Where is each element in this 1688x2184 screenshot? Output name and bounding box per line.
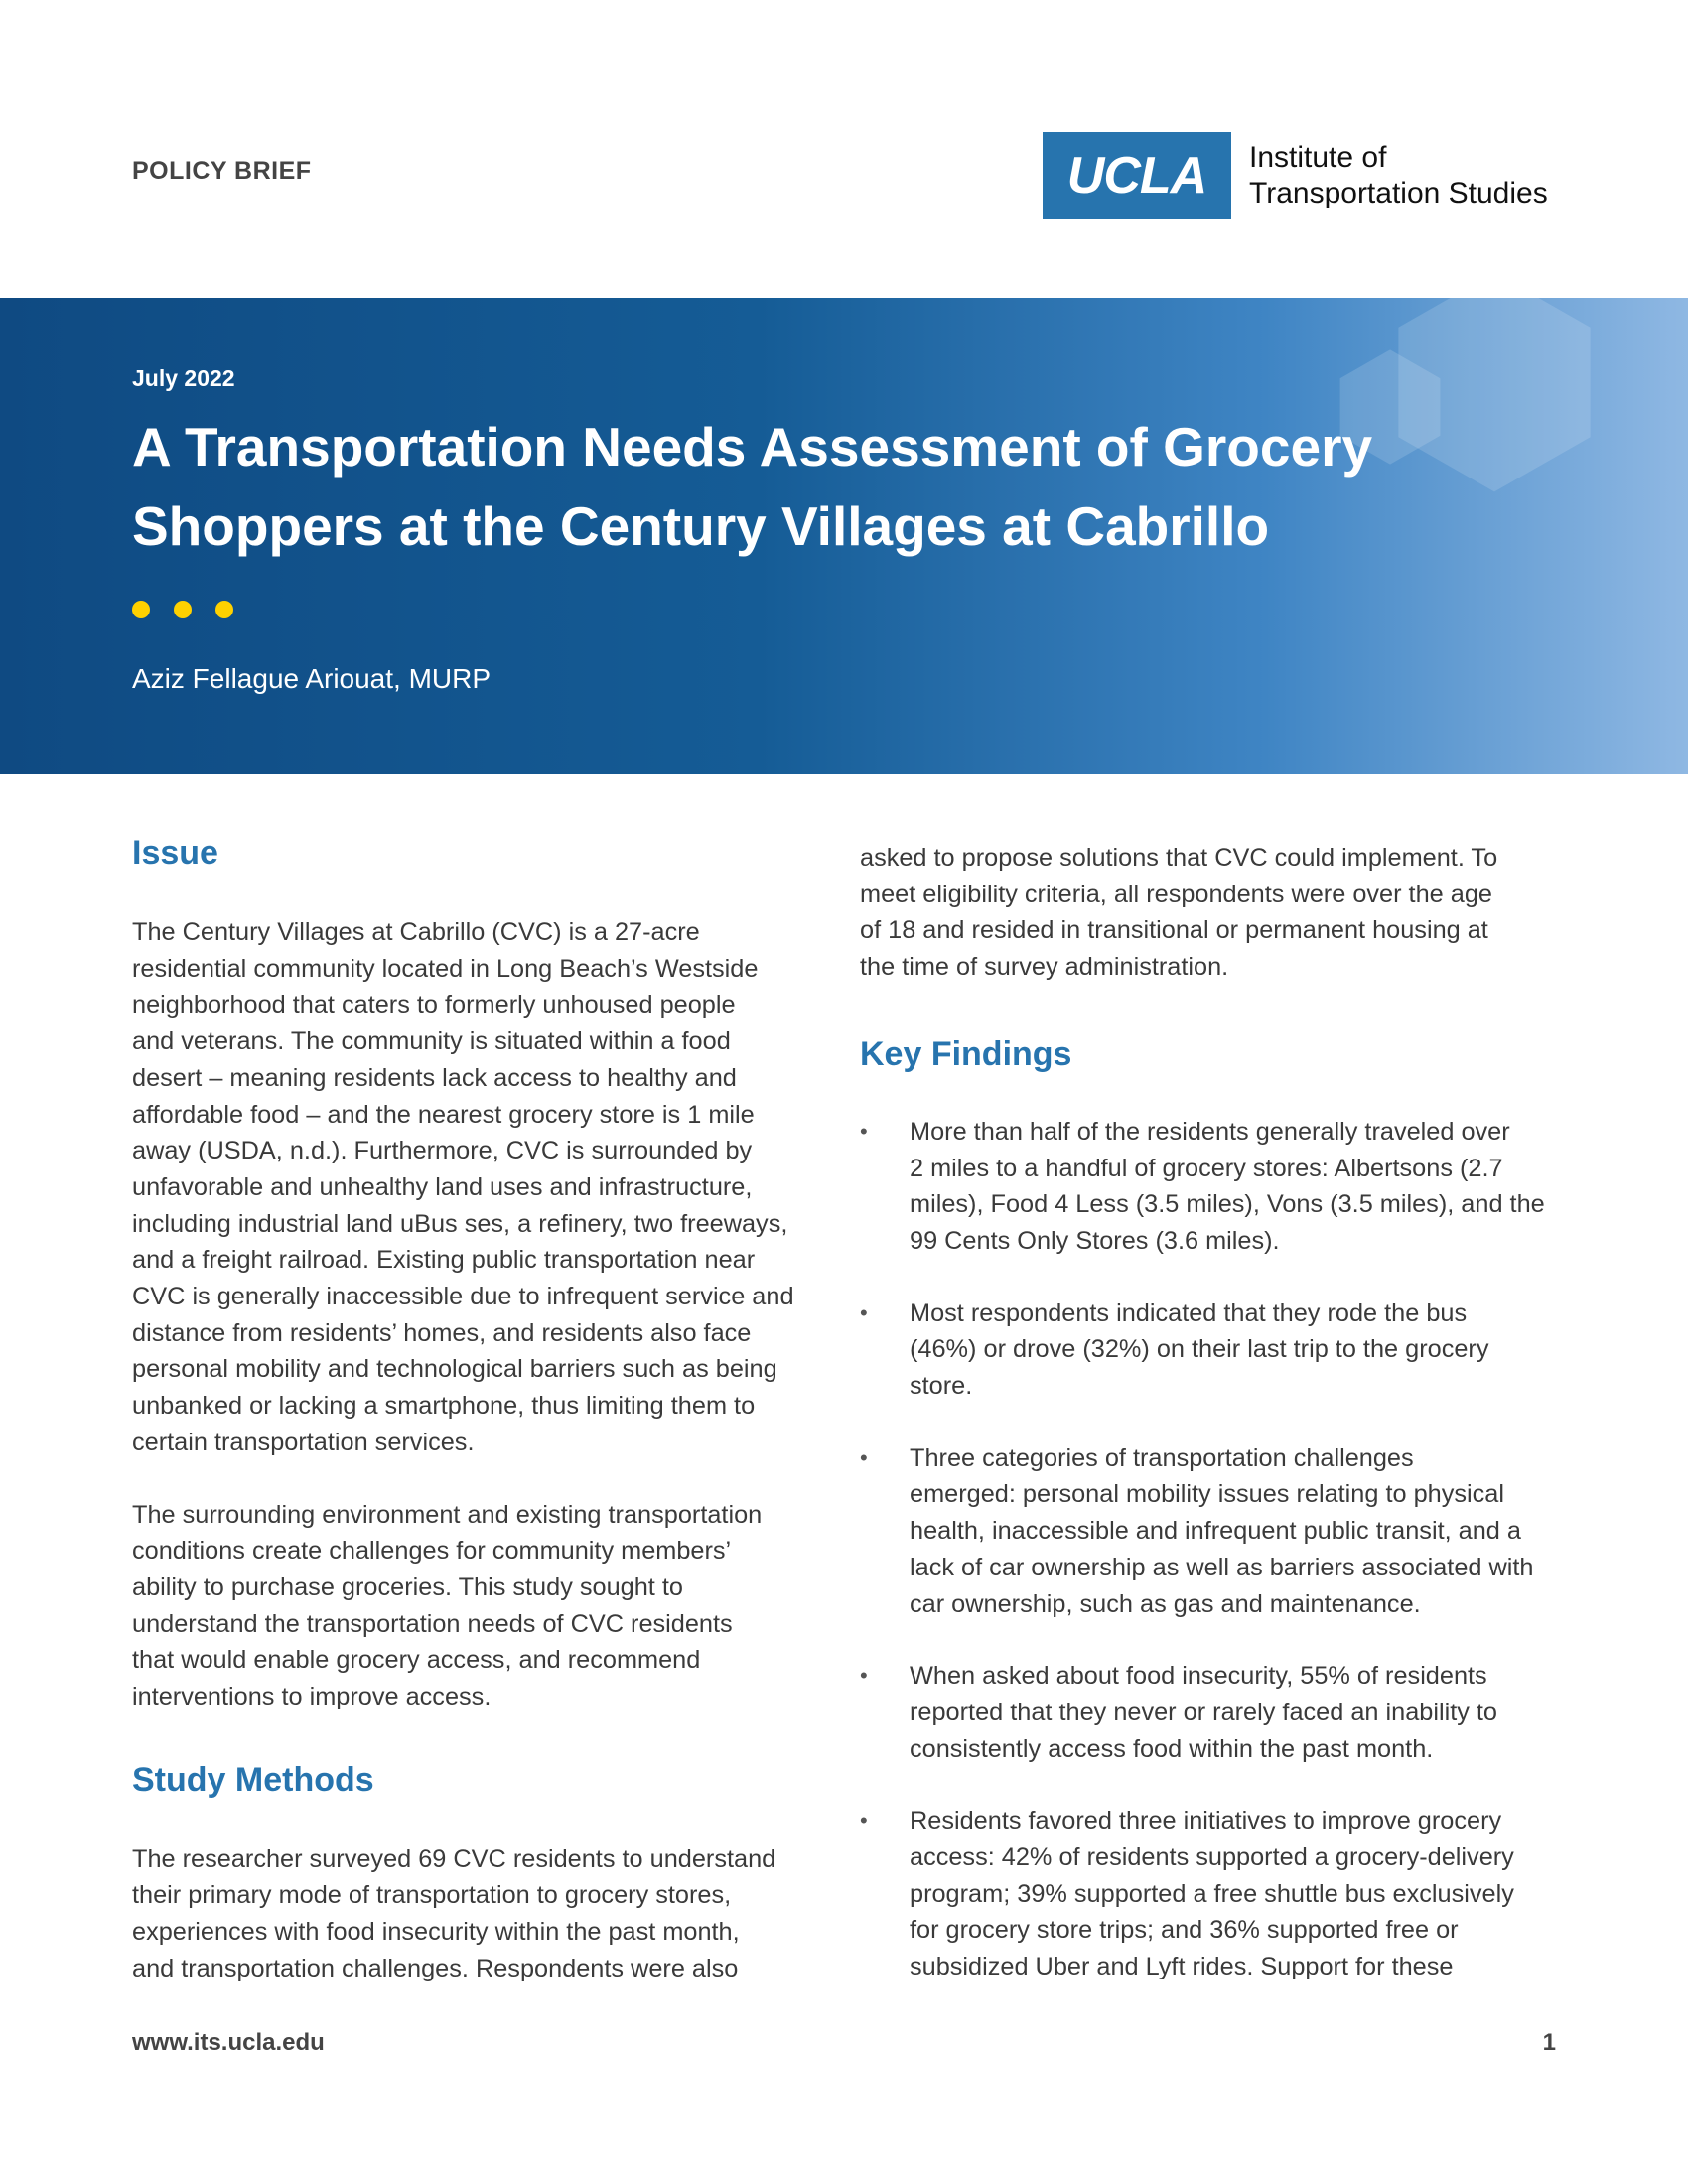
finding-item [860,1803,1545,1985]
methods-paragraph [132,1842,817,1987]
text-line: Three categories of transportation challenges [910,1443,1414,1472]
bullet-icon: • [860,1663,868,1689]
text-line: car ownership, such as gas and maintenance. [910,1589,1421,1618]
finding-text [910,1296,1545,1405]
title-line-1: A Transportation Needs Assessment of Grocery [132,416,1373,478]
text-line: emerged: personal mobility issues relating to physical [910,1480,1504,1509]
left-column [132,834,817,1987]
title-line-2: Shoppers at the Century Villages at Cabrillo [132,495,1270,557]
key-findings-heading: Key Findings [860,1034,1072,1073]
text-line: Most respondents indicated that they rode the bus [910,1298,1468,1327]
text-line: the time of survey administration. [860,953,1229,982]
text-line: understand the transportation needs of CVC residents [132,1609,733,1638]
issue-heading: Issue [132,834,218,872]
text-line: unfavorable and unhealthy land uses and infrastructure, [132,1172,753,1201]
issue-paragraph-1 [132,914,817,1461]
text-line: that would enable grocery access, and recommend [132,1646,701,1675]
finding-item [860,1296,1545,1405]
finding-text [910,1114,1545,1260]
text-line: access: 42% of residents supported a grocery-delivery [910,1843,1514,1872]
page-number: 1 [1542,2029,1556,2056]
text-line: 99 Cents Only Stores (3.6 miles). [910,1226,1280,1255]
text-line: More than half of the residents generally traveled over [910,1117,1510,1146]
text-line: consistently access food within the past month. [910,1734,1434,1763]
page-title [132,407,1473,566]
text-line: and veterans. The community is situated within a food [132,1027,731,1056]
title-banner [0,298,1688,774]
logo-institute-name [1249,140,1548,211]
text-line: (46%) or drove (32%) on their last trip to the grocery [910,1335,1489,1364]
text-line: store. [910,1372,973,1401]
text-line: residential community located in Long Beach’s Westside [132,954,759,983]
text-line: interventions to improve access. [132,1683,492,1711]
text-line: their primary mode of transportation to grocery stores, [132,1881,732,1910]
text-line: lack of car ownership as well as barriers associated with [910,1553,1534,1581]
study-methods-heading: Study Methods [132,1760,374,1799]
text-line: miles), Food 4 Less (3.5 miles), Vons (3.5 miles), and the [910,1190,1545,1219]
text-line: affordable food – and the nearest grocery store is 1 mile [132,1100,755,1129]
publication-date: July 2022 [132,365,235,391]
text-line: The surrounding environment and existing transportation [132,1500,763,1529]
text-line: including industrial land uBus ses, a refinery, two freeways, [132,1209,788,1238]
bullet-icon: • [860,1444,868,1470]
ucla-its-logo[interactable] [1043,132,1548,219]
text-line: away (USDA, n.d.). Furthermore, CVC is surrounded by [132,1137,753,1165]
finding-item [860,1440,1545,1623]
website-link[interactable]: www.its.ucla.edu [132,2029,325,2056]
text-line: reported that they never or rarely faced an inability to [910,1698,1497,1726]
text-line: ability to purchase groceries. This study sought to [132,1572,683,1601]
text-line: meet eligibility criteria, all respondents were over the age [860,880,1492,908]
text-line: personal mobility and technological barriers such as being [132,1355,777,1384]
logo-line-1: Institute of [1249,141,1387,174]
text-line: certain transportation services. [132,1428,475,1456]
text-line: Residents favored three initiatives to improve grocery [910,1807,1502,1836]
policy-brief-label: POLICY BRIEF [132,157,312,185]
author-name: Aziz Fellague Ariouat, MURP [132,663,492,694]
bullet-icon: • [860,1299,868,1325]
text-line: The Century Villages at Cabrillo (CVC) is a 27-acre [132,918,700,946]
text-line: conditions create challenges for community members’ [132,1537,732,1566]
text-line: unbanked or lacking a smartphone, thus limiting them to [132,1392,756,1421]
ucla-logo-mark: UCLA [1043,132,1231,219]
finding-text [910,1658,1545,1767]
finding-item [860,1114,1545,1260]
text-line: When asked about food insecurity, 55% of residents [910,1662,1487,1691]
text-line: of 18 and resided in transitional or permanent housing at [860,916,1488,945]
finding-item [860,1658,1545,1767]
text-line: 2 miles to a handful of grocery stores: Albertsons (2.7 [910,1154,1503,1182]
text-line: program; 39% supported a free shuttle bus exclusively [910,1879,1514,1908]
text-line: for grocery store trips; and 36% supported free or [910,1916,1459,1945]
finding-text [910,1440,1545,1623]
text-line: subsidized Uber and Lyft rides. Support for these [910,1953,1454,1981]
text-line: and a freight railroad. Existing public transportation near [132,1246,756,1275]
text-line: distance from residents’ homes, and residents also face [132,1318,752,1347]
text-line: asked to propose solutions that CVC could implement. To [860,844,1498,872]
dot-icon [174,601,192,618]
text-line: and transportation challenges. Respondents were also [132,1954,739,1982]
right-column [860,840,1545,1985]
methods-paragraph-continued [860,840,1545,986]
text-line: experiences with food insecurity within the past month, [132,1918,740,1947]
text-line: The researcher surveyed 69 CVC residents to understand [132,1844,776,1873]
text-line: neighborhood that caters to formerly unhoused people [132,991,736,1020]
finding-text [910,1803,1545,1985]
logo-line-2: Transportation Studies [1249,177,1548,209]
decorative-dots [132,601,233,618]
issue-paragraph-2 [132,1497,817,1715]
dot-icon [215,601,233,618]
bullet-icon: • [860,1808,868,1834]
bullet-icon: • [860,1118,868,1144]
text-line: CVC is generally inaccessible due to infrequent service and [132,1283,794,1311]
dot-icon [132,601,150,618]
text-line: health, inaccessible and infrequent public transit, and a [910,1517,1521,1546]
text-line: desert – meaning residents lack access to healthy and [132,1063,737,1092]
